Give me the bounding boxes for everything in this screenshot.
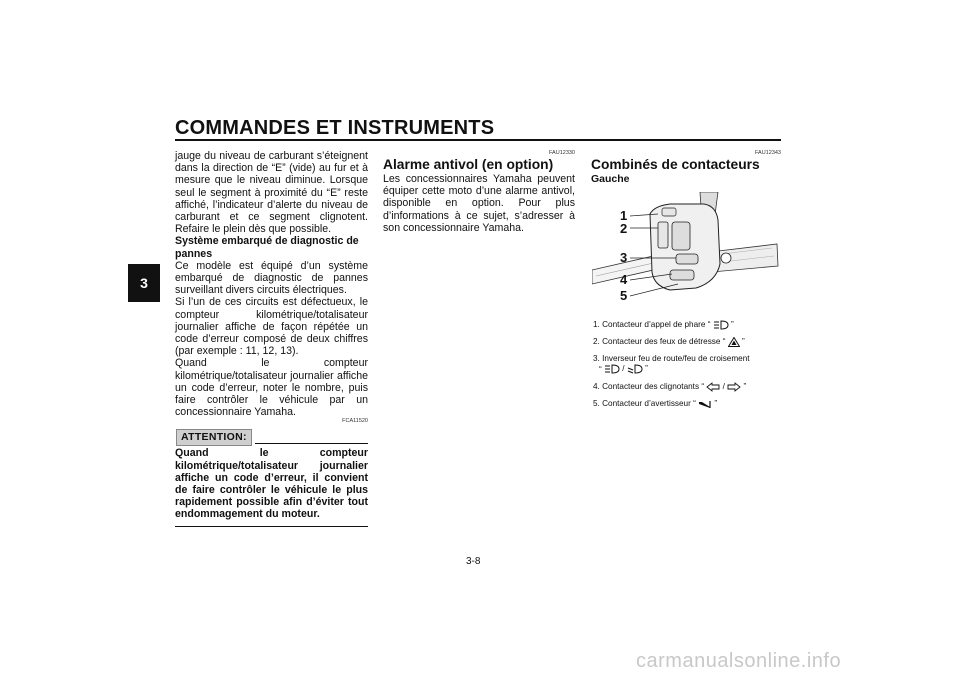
attention-label: ATTENTION: — [176, 429, 252, 445]
callout-4: 4 — [620, 272, 628, 287]
switches-heading: Combinés de contacteurs — [591, 157, 760, 172]
page-number: 3-8 — [466, 556, 481, 567]
antitheft-code: FAU12330 — [549, 150, 575, 156]
switches-subheading: Gauche — [591, 173, 630, 185]
callout-5: 5 — [620, 288, 628, 303]
legend-item-3: 3. Inverseur feu de route/feu de croisement “ / ” — [593, 354, 750, 374]
callout-1: 1 — [620, 208, 628, 223]
turn-left-icon — [706, 382, 720, 392]
turn-right-icon — [727, 382, 741, 392]
attention-box-header — [175, 427, 368, 447]
legend-item-5: 5. Contacteur d’avertisseur “ ” — [593, 398, 718, 408]
chapter-tab: 3 — [128, 264, 160, 302]
diagnostic-paragraph-3: Quand le compteur kilométrique/totalisateur journalier affiche un code d’erreur, noter le nombre, puis faire contrôler le véhicule par un concessionnaire Yamaha. — [175, 357, 368, 419]
fuel-gauge-paragraph: jauge du niveau de carburant s’éteignent dans la direction de “E” (vide) au fur et à mesure que le niveau diminue. Lorsque seul le segment à proximité du “E” reste affiché, l’indicateur d’alerte du niveau de carburant et ce segment clignotent. Refaire le plein dès que possible. — [175, 150, 368, 236]
high-beam-icon — [604, 364, 620, 374]
diagnostic-paragraph-2: Si l’un de ces circuits est défectueux, le compteur kilométrique/totalisateur journalier affiche de façon répétée un code d’erreur composé de deux chiffres (par exemple : 11, 12, 13). — [175, 296, 368, 358]
legend-item-4: 4. Contacteur des clignotants “ / ” — [593, 381, 747, 391]
column-3 — [591, 150, 781, 185]
attention-rule — [255, 443, 368, 444]
watermark: carmanualsonline.info — [636, 650, 842, 672]
header-rule — [175, 139, 781, 141]
column-2 — [383, 150, 575, 234]
switch-legend — [593, 320, 781, 416]
legend-item-1: 1. Contacteur d’appel de phare “ ” — [593, 320, 734, 330]
hazard-icon — [728, 337, 740, 347]
headlight-flash-icon — [713, 320, 729, 330]
antitheft-heading: Alarme antivol (en option) — [383, 157, 554, 172]
horn-icon — [698, 399, 712, 409]
diagnostic-paragraph-1: Ce modèle est équipé d’un système embarqué de diagnostic de pannes surveillant divers circuits électriques. — [175, 259, 368, 297]
antitheft-text: Les concessionnaires Yamaha peuvent équiper cette moto d’une alarme antivol, disponible en option. Pour plus d’informations à ce sujet, s’adresser à son concessionnaire Yamaha. — [383, 173, 575, 234]
diagnostic-heading: Système embarqué de diagnostic de pannes — [175, 235, 359, 260]
legend-item-2: 2. Contacteur des feux de détresse “ ” — [593, 337, 745, 347]
callout-2: 2 — [620, 221, 628, 236]
switches-code: FAU12343 — [755, 150, 781, 156]
attention-bottom-rule — [175, 526, 368, 527]
low-beam-icon — [627, 364, 643, 374]
attention-text: Quand le compteur kilométrique/totalisateur journalier affiche un code d’erreur, il convient de faire contrôler le véhicule le plus rapidement possible afin d’éviter tout endommagement du moteur. — [175, 447, 368, 521]
attention-code: FCA11520 — [342, 418, 368, 425]
callout-3: 3 — [620, 250, 628, 265]
page-header-title: COMMANDES ET INSTRUMENTS — [175, 117, 495, 139]
column-1 — [175, 150, 368, 527]
